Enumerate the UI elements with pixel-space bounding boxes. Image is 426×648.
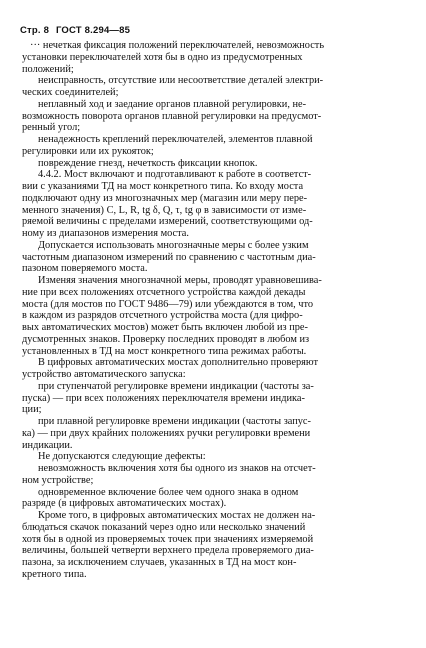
page-header	[20, 25, 134, 36]
text-line: невозможность включения хотя бы одного из знаков на отсчет-	[38, 463, 316, 474]
text-line: ненадежность креплений переключателей, элементов плавной	[38, 134, 313, 145]
text-line: установки переключателей хотя бы в одно из предусмотренных	[22, 51, 303, 63]
text-line: установленных в ТД на мост конкретного типа режимах работы.	[22, 345, 307, 357]
text-line: ренный угол;	[22, 122, 81, 134]
text-line: ние при всех положениях отсчетного устройства каждой декады	[22, 286, 306, 298]
text-line: при ступенчатой регулировке времени индикации (частоты за-	[38, 380, 314, 392]
text-line: ции;	[22, 404, 42, 416]
text-line: ном устройстве;	[22, 474, 94, 486]
text-line: пазона, за исключением случаев, указанных в ТД на мост кон-	[22, 557, 297, 568]
text-line: менного значения) C, L, R, tg δ, Q, τ, tg φ в зависимости от изме-	[22, 204, 307, 216]
text-line: ка) — при двух крайних положениях ручки регулировки времени	[22, 427, 311, 439]
text-line: ческих соединителей;	[22, 87, 119, 98]
text-line: ряемой величины с пределами измерений, соответствующими од-	[22, 216, 313, 228]
text-line: подключают одну из многозначных мер (магазин или меру пере-	[22, 192, 308, 204]
text-line: неплавный ход и заедание органов плавной регулировки, не-	[38, 98, 307, 110]
text-line: устройство автоматического запуска:	[22, 369, 186, 380]
text-line: Не допускаются следующие дефекты:	[38, 451, 206, 463]
text-line: вых автоматических мостов) может быть включен любой из пре-	[22, 322, 308, 333]
text-line: хотя бы в одной из проверяемых точек при значениях измеряемой	[22, 533, 314, 545]
text-line: индикации.	[22, 439, 73, 451]
text-line: 4.4.2. Мост включают и подготавливают к работе в соответст-	[38, 169, 312, 181]
text-line: пуска) — при всех положениях переключателя времени индика-	[22, 392, 305, 404]
text-line: частотным диапазоном измерений по сравнению с частотным диа-	[22, 251, 316, 263]
text-line: В цифровых автоматических мостах дополнительно проверяют	[38, 357, 319, 369]
text-line: повреждение гнезд, нечеткость фиксации кнопок.	[38, 157, 258, 169]
text-line: дусмотренных знаков. Проверку последних проводят в любом из	[22, 333, 310, 345]
text-line: вии с указаниями ТД на мост конкретного типа. Ко входу моста	[22, 181, 304, 192]
text-line: неисправность, отсутствие или несоответствие деталей электри-	[38, 75, 324, 87]
text-line: величины, большей четверти верхнего предела проверяемого диа-	[22, 545, 314, 557]
text-line: Допускается использовать многозначные меры с более узким	[38, 239, 309, 251]
text-line: ному из диапазонов измерения моста.	[22, 228, 189, 239]
text-line: пазоном поверяемого моста.	[22, 263, 148, 275]
text-line: в каждом из разрядов отсчетного устройства моста (для цифро-	[22, 310, 303, 322]
text-line: возможность поворота органов плавной регулировки на предусмот-	[22, 110, 322, 122]
body-text	[22, 40, 404, 581]
text-line: Изменяя значения многозначной меры, проводят уравновешива-	[38, 275, 322, 286]
text-line: Кроме того, в цифровых автоматических мостах не должен на-	[38, 510, 316, 521]
text-line: регулировки или их рукояток;	[22, 145, 154, 157]
text-line: разряде (в цифровых автоматических мостах).	[22, 498, 227, 510]
standard-designation: ГОСТ 8.294—85	[55, 25, 131, 36]
text-line: одновременное включение более чем одного знака в одном	[38, 486, 299, 498]
page-number-label: Стр. 8	[20, 25, 50, 36]
text-line: блюдаться скачок показаний через одно или несколько значений	[22, 521, 306, 533]
text-line: положений;	[22, 63, 74, 75]
text-line: кретного типа.	[22, 568, 87, 580]
text-line: при плавной регулировке времени индикации (частоты запус-	[38, 416, 311, 427]
text-line: ··· нечеткая фиксация положений переключателей, невозможность	[30, 40, 325, 51]
text-line: моста (для мостов по ГОСТ 9486—79) или убеждаются в том, что	[22, 298, 314, 310]
